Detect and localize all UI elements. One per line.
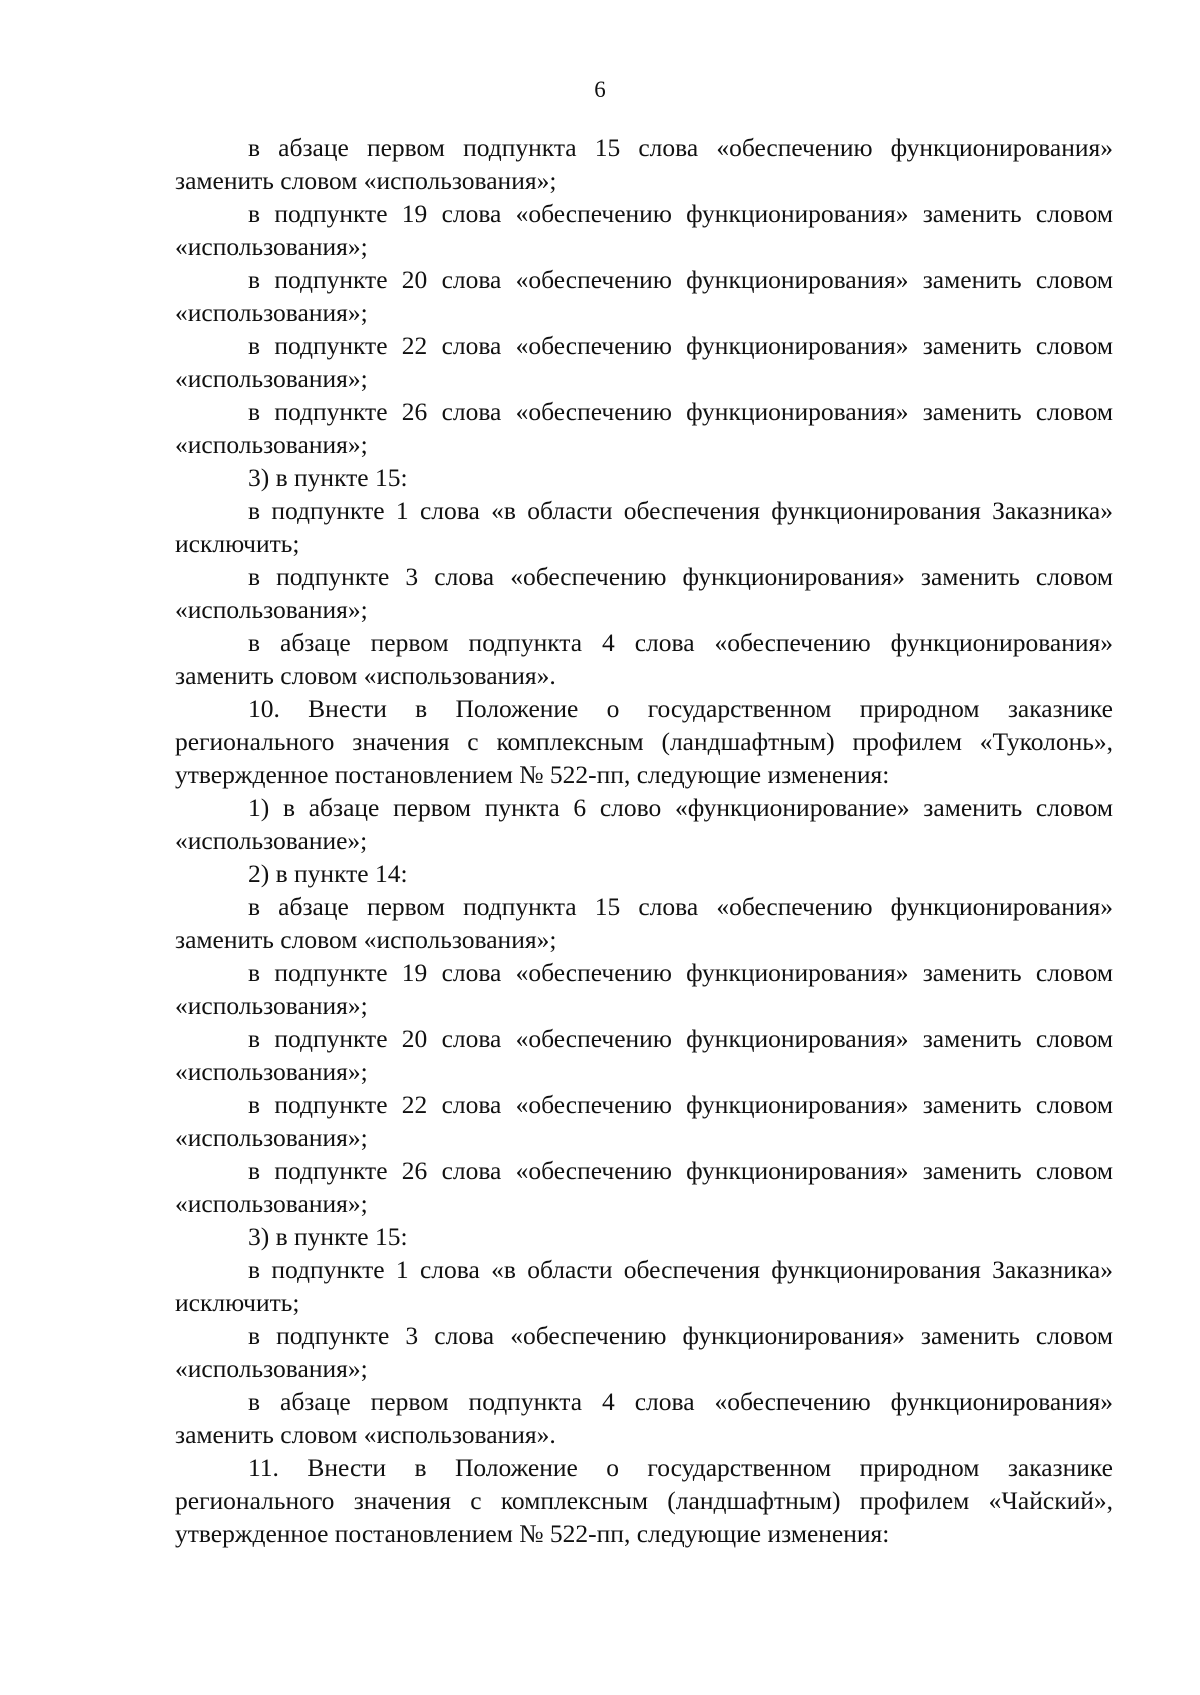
document-body xyxy=(175,131,1113,1550)
paragraph: 11. Внести в Положение о государственном природном заказнике регионального значения с комплексным (ландшафтным) профилем «Чайский», утвержденное постановлением № 522-пп, следующие изменения: xyxy=(175,1453,1113,1548)
paragraph: в подпункте 20 слова «обеспечению функционирования» заменить словом «использования»; xyxy=(175,265,1113,327)
paragraph: в подпункте 1 слова «в области обеспечения функционирования Заказника» исключить; xyxy=(175,496,1113,558)
paragraph: в подпункте 20 слова «обеспечению функционирования» заменить словом «использования»; xyxy=(175,1024,1113,1086)
paragraph: в подпункте 19 слова «обеспечению функционирования» заменить словом «использования»; xyxy=(175,199,1113,261)
paragraph: в подпункте 3 слова «обеспечению функционирования» заменить словом «использования»; xyxy=(175,1321,1113,1383)
paragraph: 10. Внести в Положение о государственном природном заказнике регионального значения с комплексным (ландшафтным) профилем «Туколонь», утвержденное постановлением № 522-пп, следующие изменения: xyxy=(175,694,1113,789)
paragraph: в абзаце первом подпункта 4 слова «обеспечению функционирования» заменить словом «использования». xyxy=(175,1387,1113,1449)
paragraph: в абзаце первом подпункта 15 слова «обеспечению функционирования» заменить словом «использования»; xyxy=(175,892,1113,954)
paragraph: 3) в пункте 15: xyxy=(248,463,408,492)
paragraph: 1) в абзаце первом пункта 6 слово «функционирование» заменить словом «использование»; xyxy=(175,793,1113,855)
paragraph: в абзаце первом подпункта 15 слова «обеспечению функционирования» заменить словом «использования»; xyxy=(175,133,1113,195)
paragraph: в подпункте 1 слова «в области обеспечения функционирования Заказника» исключить; xyxy=(175,1255,1113,1317)
paragraph: в абзаце первом подпункта 4 слова «обеспечению функционирования» заменить словом «использования». xyxy=(175,628,1113,690)
paragraph: 3) в пункте 15: xyxy=(248,1222,408,1251)
paragraph: в подпункте 26 слова «обеспечению функционирования» заменить словом «использования»; xyxy=(175,397,1113,459)
paragraph: в подпункте 3 слова «обеспечению функционирования» заменить словом «использования»; xyxy=(175,562,1113,624)
paragraph: в подпункте 19 слова «обеспечению функционирования» заменить словом «использования»; xyxy=(175,958,1113,1020)
paragraph: 2) в пункте 14: xyxy=(248,859,408,888)
page-number: 6 xyxy=(594,77,606,102)
paragraph: в подпункте 22 слова «обеспечению функционирования» заменить словом «использования»; xyxy=(175,331,1113,393)
paragraph: в подпункте 22 слова «обеспечению функционирования» заменить словом «использования»; xyxy=(175,1090,1113,1152)
paragraph: в подпункте 26 слова «обеспечению функционирования» заменить словом «использования»; xyxy=(175,1156,1113,1218)
